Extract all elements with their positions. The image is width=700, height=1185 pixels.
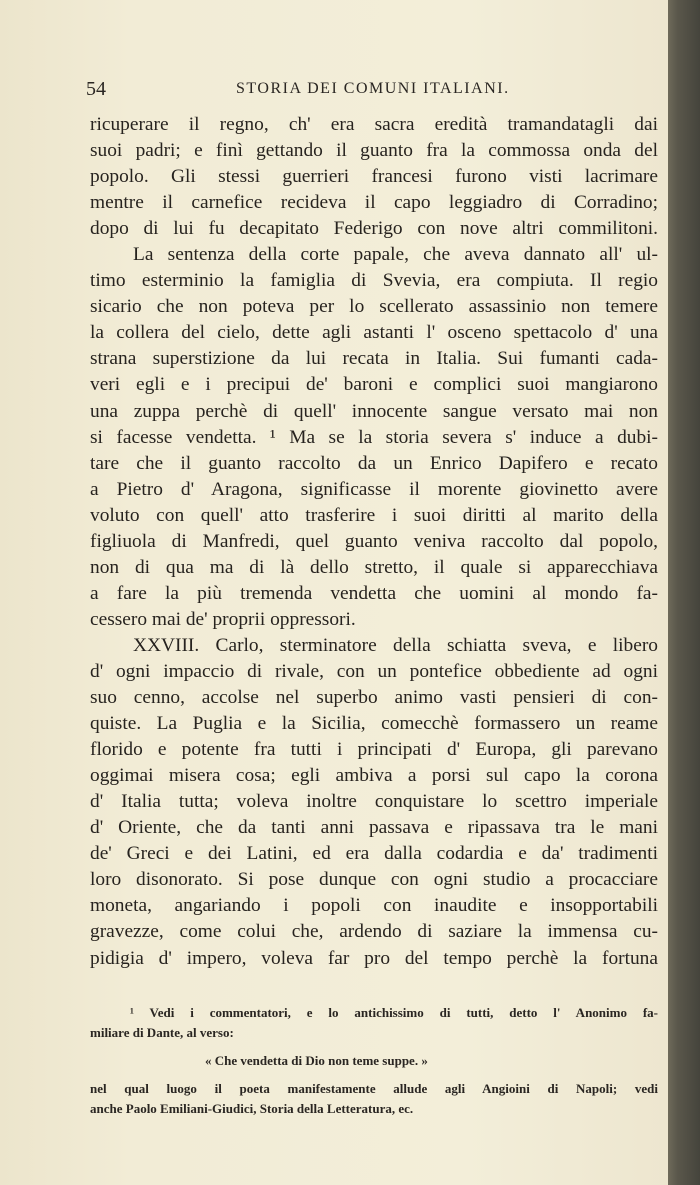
text-line: d' ogni impaccio di rivale, con un pontefice obbediente ad ogni [90, 660, 658, 682]
text-line: sicario che non poteva per lo scellerato assassinio non temere [90, 296, 658, 318]
footnotes [90, 1003, 658, 1119]
text-line: oggimai misera cosa; egli ambiva a porsi sul capo la corona [90, 765, 658, 787]
text-line: gravezze, come colui che, ardendo di saziare la immensa cu- [90, 921, 658, 943]
text-line: si facesse vendetta. ¹ Ma se la storia severa s' induce a dubi- [90, 426, 658, 448]
text-line: ricuperare il regno, ch' era sacra eredità tramandatagli dai [90, 114, 658, 135]
text-line: a Pietro d' Aragona, significasse il morente giovinetto avere [90, 478, 658, 500]
footnote-line: miliare di Dante, al verso: [90, 1025, 234, 1040]
text-line: a fare la più tremenda vendetta che uomini al mondo fa- [90, 582, 658, 604]
text-line: la collera del cielo, dette agli astanti l' osceno spettacolo d' una [90, 322, 658, 344]
text-line: timo esterminio la famiglia di Svevia, era compiuta. Il regio [90, 270, 658, 292]
text-line: figliuola di Manfredi, quel guanto veniva raccolto dal popolo, [90, 530, 658, 552]
text-line: cessero mai de' proprii oppressori. [90, 608, 356, 630]
text-line: una zuppa perchè di quell' innocente sangue versato mai non [90, 400, 658, 422]
page-number: 54 [86, 78, 106, 100]
footnote-line: nel qual luogo il poeta manifestamente allude agli Angioini di Napoli; vedi [90, 1081, 658, 1096]
page-edge-shadow [668, 0, 700, 1185]
running-title: STORIA DEI COMUNI ITALIANI. [236, 80, 510, 97]
text-line: dopo di lui fu decapitato Federigo con nove altri commilitoni. [90, 218, 658, 240]
body-text [90, 112, 658, 972]
page-header [86, 78, 660, 108]
footnote-verse: « Che vendetta di Dio non teme suppe. » [205, 1053, 428, 1068]
text-line: loro disonorato. Si pose dunque con ogni studio a procacciare [90, 869, 658, 891]
text-line: suo cenno, accolse nel superbo animo vasti pensieri di con- [90, 687, 658, 709]
text-line: popolo. Gli stessi guerrieri francesi furono visti lacrimare [90, 166, 658, 188]
text-line: voluto con quell' atto trasferire i suoi diritti al marito della [90, 504, 658, 526]
text-line: florido e potente fra tutti i principati d' Europa, gli parevano [90, 739, 658, 761]
text-line: non di qua ma di là dello stretto, il quale si apparecchiava [90, 556, 658, 578]
text-line: mentre il carnefice recideva il capo leggiadro di Corradino; [90, 192, 658, 214]
text-line: suoi padri; e finì gettando il guanto fra la commossa onda del [90, 140, 658, 162]
text-line: veri egli e i precipui de' baroni e complici suoi mangiarono [90, 374, 658, 396]
text-line: moneta, angariando i popoli con inaudite e insopportabili [90, 895, 658, 917]
section-start-line: XXVIII. Carlo, sterminatore della schiatta sveva, e libero [133, 634, 658, 656]
text-line: La sentenza della corte papale, che aveva dannato all' ul- [133, 244, 658, 266]
text-line: pidigia d' impero, voleva far pro del tempo perchè la fortuna [90, 947, 658, 969]
text-line: quiste. La Puglia e la Sicilia, comecchè formassero un reame [90, 713, 658, 735]
text-line: strana superstizione da lui recata in Italia. Sui fumanti cada- [90, 348, 658, 370]
text-line: d' Oriente, che da tanti anni passava e ripassava tra le mani [90, 817, 658, 839]
text-line: de' Greci e dei Latini, ed era dalla codardia e da' tradimenti [90, 843, 658, 865]
footnote-line: ¹ Vedi i commentatori, e lo antichissimo di tutti, detto l' Anonimo fa- [130, 1005, 658, 1020]
footnote-line: anche Paolo Emiliani-Giudici, Storia della Letteratura, ec. [90, 1101, 414, 1116]
text-line: d' Italia tutta; voleva inoltre conquistare lo scettro imperiale [90, 791, 658, 813]
text-line: tare che il guanto raccolto da un Enrico Dapifero e recato [90, 452, 658, 474]
